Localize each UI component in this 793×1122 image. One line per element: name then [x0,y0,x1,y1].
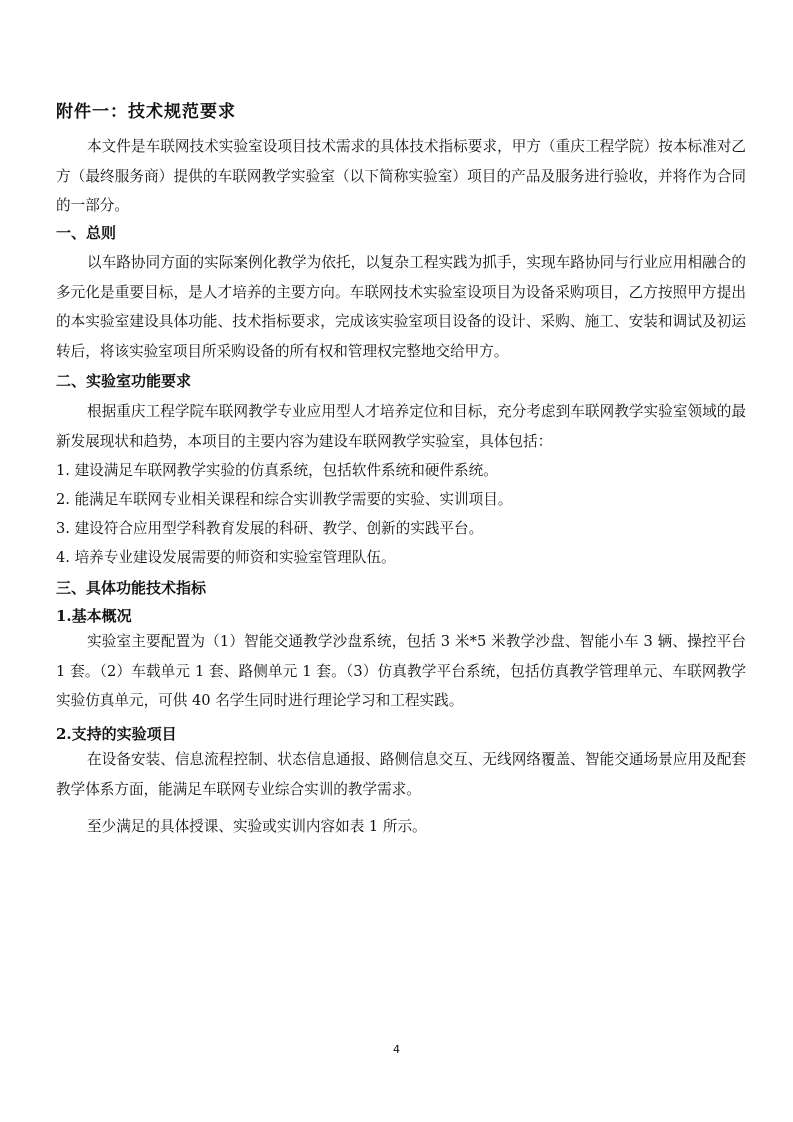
subsection-2-heading: 2.支持的实验项目 [56,725,177,743]
intro-paragraph: 本文件是车联网技术实验室设项目技术需求的具体技术指标要求，甲方（重庆工程学院）按本标准对乙方（最终服务商）提供的车联网教学实验室（以下简称实验室）项目的产品及服务进行验收，并将作为合同的一部分。 [56,138,746,214]
subsection-1-body: 实验室主要配置为（1）智能交通教学沙盘系统，包括 3 米*5 米教学沙盘、智能小车 3 辆、操控平台 1 套。（2）车载单元 1 套、路侧单元 1 套。（3）仿真教学平台系统，包括仿真教学管理单元、车联网教学实验仿真单元，可供 40 名学生同时进行理论学习和工程实践。 [56,633,746,709]
list-item: 3. 建设符合应用型学科教育发展的科研、教学、创新的实践平台。 [56,520,484,537]
section-2-body: 根据重庆工程学院车联网教学专业应用型人才培养定位和目标，充分考虑到车联网教学实验室领域的最新发展现状和趋势，本项目的主要内容为建设车联网教学实验室，具体包括： [56,403,746,450]
page-number: 4 [393,1043,400,1056]
section-2-heading: 二、实验室功能要求 [56,372,192,390]
annex-title: 附件一：技术规范要求 [56,102,236,122]
list-item: 4. 培养专业建设发展需要的师资和实验室管理队伍。 [56,549,396,566]
list-item: 2. 能满足车联网专业相关课程和综合实训教学需要的实验、实训项目。 [56,491,513,508]
subsection-2-body: 在设备安装、信息流程控制、状态信息通报、路侧信息交互、无线网络覆盖、智能交通场景应用及配套教学体系方面，能满足车联网专业综合实训的教学需求。 [56,751,746,798]
subsection-1-heading: 1.基本概况 [56,607,132,625]
subsection-2-note: 至少满足的具体授课、实验或实训内容如表 1 所示。 [87,818,427,835]
section-1-body: 以车路协同方面的实际案例化教学为依托，以复杂工程实践为抓手，实现车路协同与行业应用相融合的多元化是重要目标，是人才培养的主要方向。车联网技术实验室设项目为设备采购项目，乙方按照甲方提出的本实验室建设具体功能、技术指标要求，完成该实验室项目设备的设计、采购、施工、安装和调试及初运转后，将该实验室项目所采购设备的所有权和管理权完整地交给甲方。 [56,254,746,360]
list-item: 1. 建设满足车联网教学实验的仿真系统，包括软件系统和硬件系统。 [56,462,498,479]
section-3-heading: 三、具体功能技术指标 [56,579,207,597]
section-1-heading: 一、总则 [56,224,117,242]
